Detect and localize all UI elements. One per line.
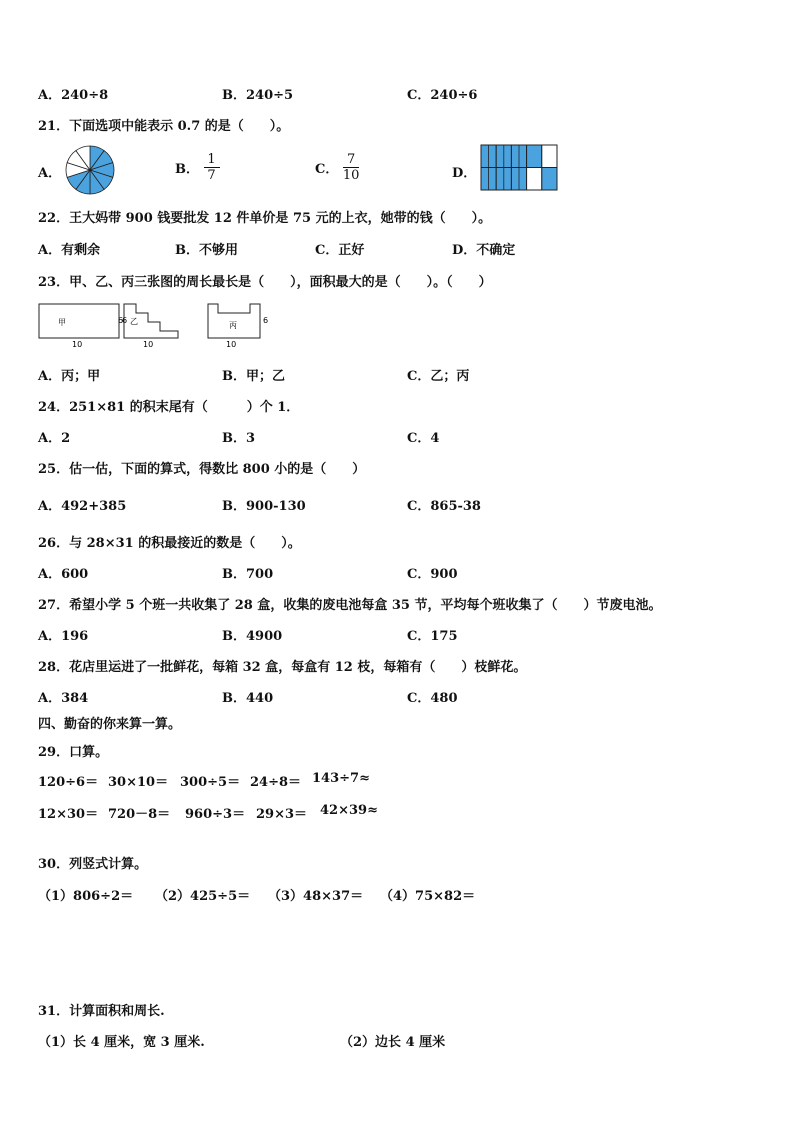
section-heading: 四、勤奋的你来算一算。 [38, 717, 182, 732]
q27-option-b[interactable]: B．4900 [222, 629, 283, 644]
q25-option-b[interactable]: B．900-130 [222, 499, 306, 514]
q21-option-a-letter[interactable]: A． [38, 166, 62, 181]
q31-item: （2）边长 4 厘米 [340, 1035, 446, 1050]
shape-yi-width: 10 [143, 340, 154, 349]
shape-jia [39, 304, 119, 338]
q21-stem: 21．下面选项中能表示 0.7 的是（ ）。 [38, 119, 290, 134]
q24-option-a[interactable]: A．2 [38, 431, 71, 446]
q29-item: 24÷8＝ [250, 775, 302, 790]
q25-option-a[interactable]: A．492+385 [38, 499, 127, 514]
q29-item: 120÷6＝ [38, 775, 99, 790]
q31-stem: 31．计算面积和周长. [38, 1004, 165, 1019]
q29-item: 143÷7≈ [312, 771, 370, 786]
grid-cell [542, 145, 557, 168]
shape-jia-width: 10 [72, 340, 83, 349]
q25-option-c[interactable]: C．865-38 [407, 499, 481, 514]
q20-option-b[interactable]: B．240÷5 [222, 88, 294, 103]
q30-item: （1）806÷2＝ [38, 889, 134, 904]
grid-cell [542, 168, 557, 191]
fraction-numerator: 7 [347, 152, 356, 167]
shape-yi-name: 乙 [130, 317, 138, 326]
grid-cell [527, 145, 542, 168]
q30-item: （3）48×37＝ [268, 889, 364, 904]
q30-stem: 30．列竖式计算。 [38, 857, 148, 872]
q29-item: 720－8＝ [108, 807, 171, 822]
shape-yi-height: 6 [118, 316, 124, 325]
q20-option-c[interactable]: C．240÷6 [407, 88, 478, 103]
q23-option-a[interactable]: A．丙；甲 [38, 369, 101, 384]
q24-option-b[interactable]: B．3 [222, 431, 256, 446]
shape-bing-width: 10 [226, 340, 237, 349]
q31-item: （1）长 4 厘米，宽 3 厘米. [38, 1035, 205, 1050]
q21-option-b[interactable] [175, 152, 220, 183]
q30-item: （4）75×82＝ [380, 889, 476, 904]
q26-stem: 26．与 28×31 的积最接近的数是（ ）。 [38, 536, 301, 551]
q29-item: 960÷3＝ [185, 807, 246, 822]
q25-stem: 25．估一估，下面的算式，得数比 800 小的是（ ） [38, 462, 366, 477]
q23-option-c[interactable]: C．乙；丙 [407, 369, 470, 384]
q26-option-c[interactable]: C．900 [407, 567, 458, 582]
q23-stem: 23．甲、乙、丙三张图的周长最长是（ ），面积最大的是（ ）。（ ） [38, 275, 492, 290]
q24-stem: 24．251×81 的积末尾有（ ）个 1． [38, 400, 300, 415]
q26-option-b[interactable]: B．700 [222, 567, 274, 582]
shape-bing-height: 6 [263, 316, 269, 325]
grid-cell [527, 168, 542, 191]
q22-option-c[interactable]: C．正好 [315, 243, 365, 258]
q27-stem: 27．希望小学 5 个班一共收集了 28 盒，收集的废电池每盒 35 节，平均每个班收集了（ ）节废电池。 [38, 598, 662, 613]
q28-option-a[interactable]: A．384 [38, 691, 89, 706]
q21-option-d-letter[interactable]: D． [452, 166, 477, 181]
q23-shapes-figure [32, 298, 282, 350]
q24-option-c[interactable]: C．4 [407, 431, 440, 446]
q28-stem: 28．花店里运进了一批鲜花，每箱 32 盒，每盒有 12 枝，每箱有（ ）枝鲜花。 [38, 660, 527, 675]
q21-option-c-letter: C． [315, 162, 339, 177]
q21-grid-figure [480, 144, 558, 191]
fraction-denominator: 10 [342, 168, 360, 183]
shape-jia-height: 6 [122, 316, 128, 325]
pie-slices [66, 146, 114, 194]
q30-item: （2）425÷5＝ [155, 889, 251, 904]
q23-option-b[interactable]: B．甲；乙 [222, 369, 285, 384]
q28-option-b[interactable]: B．440 [222, 691, 274, 706]
fraction-denominator: 7 [207, 168, 216, 183]
q29-item: 29×3＝ [256, 807, 308, 822]
q29-stem: 29．口算。 [38, 745, 109, 760]
q27-option-c[interactable]: C．175 [407, 629, 458, 644]
q20-option-a[interactable]: A．240÷8 [38, 88, 109, 103]
q21-pie-chart [64, 144, 116, 196]
q21-option-c[interactable] [315, 152, 359, 183]
q22-option-b[interactable]: B．不够用 [175, 243, 238, 258]
q21-fraction-7-10 [343, 152, 360, 183]
q22-option-a[interactable]: A．有剩余 [38, 243, 101, 258]
q26-option-a[interactable]: A．600 [38, 567, 89, 582]
shape-jia-name: 甲 [58, 318, 66, 327]
q21-fraction-1-7 [204, 152, 220, 183]
shape-bing-name: 丙 [229, 321, 237, 330]
fraction-numerator: 1 [207, 152, 216, 167]
q22-option-d[interactable]: D．不确定 [452, 243, 516, 258]
grid-cells [481, 145, 557, 190]
q29-item: 42×39≈ [320, 803, 378, 818]
q29-item: 12×30＝ [38, 807, 99, 822]
q21-option-b-letter: B． [175, 162, 199, 177]
q27-option-a[interactable]: A．196 [38, 629, 89, 644]
q22-stem: 22．王大妈带 900 钱要批发 12 件单价是 75 元的上衣，她带的钱（ ）。 [38, 211, 492, 226]
q29-item: 300÷5＝ [180, 775, 241, 790]
q29-item: 30×10＝ [108, 775, 169, 790]
q28-option-c[interactable]: C．480 [407, 691, 458, 706]
